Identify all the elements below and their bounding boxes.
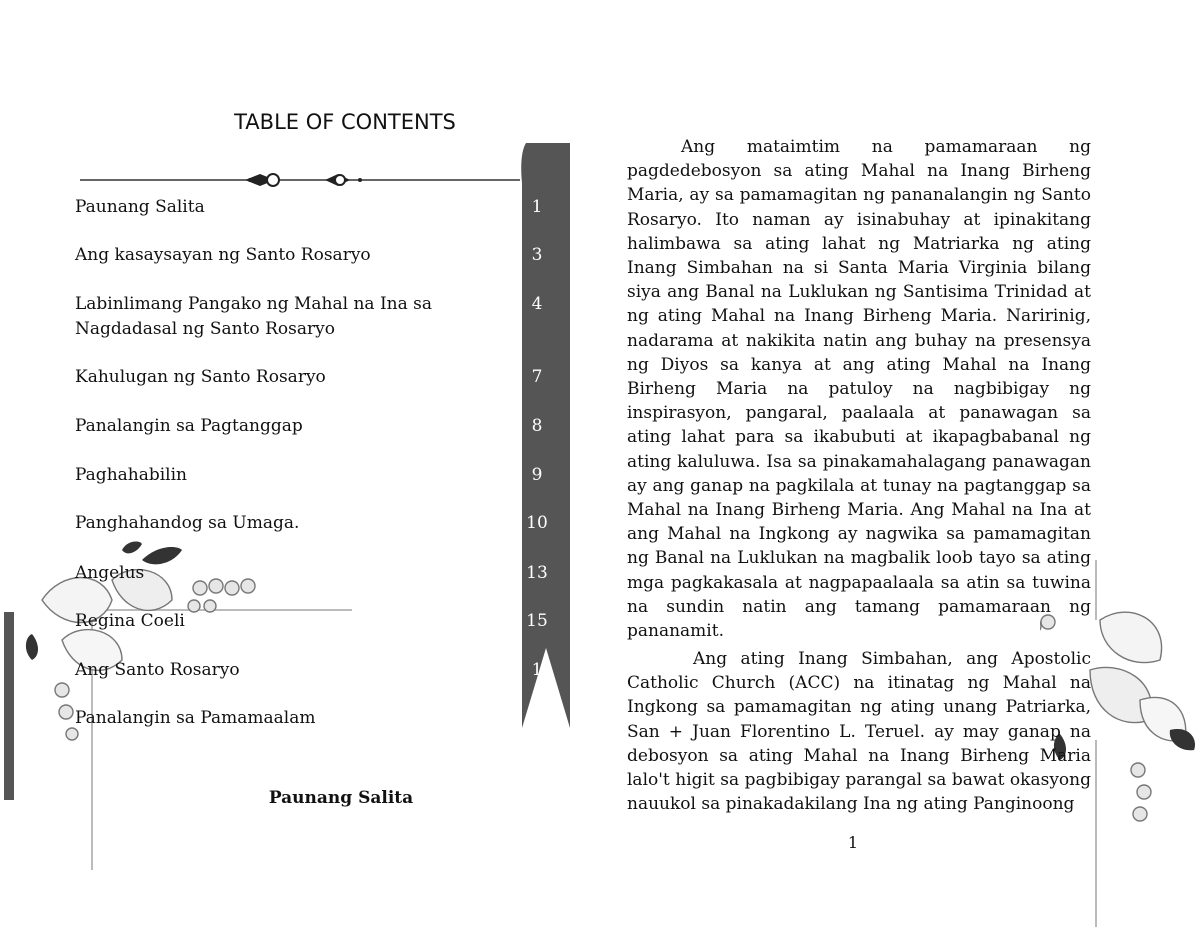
- toc-entry-label[interactable]: Panalangin sa Pagtanggap: [75, 416, 303, 436]
- toc-entry-label[interactable]: Ang Santo Rosaryo: [75, 660, 240, 680]
- toc-entry-page: 4: [531, 294, 543, 314]
- toc-entry-page: 8: [531, 416, 543, 436]
- section-heading: Paunang Salita: [268, 788, 414, 808]
- toc-entry-label[interactable]: Ang kasaysayan ng Santo Rosaryo: [75, 245, 371, 265]
- toc-entry-page: 3: [531, 245, 543, 265]
- toc-entry-label[interactable]: Panghahandog sa Umaga.: [75, 513, 300, 533]
- toc-entry-page: 15: [526, 611, 548, 631]
- toc-entry-label[interactable]: Panalangin sa Pamamaalam: [75, 708, 316, 728]
- body-paragraph: Ang mataimtim na pamamaraan ng pagdedebosyon sa ating Mahal na Inang Birheng Maria, ay sa pamamagitan ng pananalangin ng Santo Rosaryo. Ito naman ay isinabuhay at ipinakitang halimbawa sa ating lahat ng Matriarka ng ating Inang Simbahan na si Santa Maria Virginia bilang siya ang Banal na Luklukan ng Santisima Trinidad at ng ating Mahal na Inang Birheng Maria. Naririnig, nadarama at nakikita natin ang buhay na presensya ng Diyos sa kanya at ang ating Mahal na Inang Birheng Maria na patuloy na nagbibigay ng inspirasyon, pangaral, paalaala at panawagan sa ating lahat para sa ikabubuti at ikapagbabanal ng ating kaluluwa. Isa sa pinakamahalagang panawagan ay ang ganap na pagkilala at tunay na pagtanggap sa Mahal na Inang Birheng Maria. Ang Mahal na Ina at ang Mahal na Ingkong ay nagwika sa pamamagitan ng Banal na Luklukan na magbalik loob tayo sa ating mga pagkakasala at nagpapaalaala sa atin sa tuwina na sundin natin ang tamang pamamaraan ng pananamit.: [627, 137, 1091, 642]
- toc-divider-flourish: [80, 168, 520, 192]
- toc-entry-label[interactable]: Paghahabilin: [75, 465, 188, 485]
- page-number: 1: [847, 833, 859, 852]
- toc-entry-page: 13: [526, 563, 548, 583]
- toc-entry-label[interactable]: Kahulugan ng Santo Rosaryo: [75, 367, 326, 387]
- toc-entry-page: 9: [531, 465, 543, 485]
- toc-entry-page: 1: [531, 660, 543, 680]
- floral-corner-left-decoration: [22, 540, 362, 870]
- toc-entry-page: 7: [531, 367, 543, 387]
- toc-title: TABLE OF CONTENTS: [234, 110, 456, 134]
- left-edge-bar: [4, 612, 14, 800]
- body-paragraph: Ang ating Inang Simbahan, ang Apostolic Catholic Church (ACC) na itinatag ng Mahal na Ingkong sa pamamagitan ng ating unang Patriarka, San + Juan Florentino L. Teruel. ay may ganap na debosyon sa ating Mahal na Inang Birheng Maria lalo't higit sa pagbibigay parangal sa bawat okasyong nauukol sa pinakadakilang Ina ng ating Panginoong: [627, 649, 1091, 815]
- toc-entry-page: 1: [531, 197, 543, 217]
- toc-entry-label[interactable]: Labinlimang Pangako ng Mahal na Ina sa Nagdadasal ng Santo Rosaryo: [75, 294, 433, 339]
- toc-entry-label[interactable]: Angelus: [75, 563, 145, 583]
- toc-entry-label[interactable]: Paunang Salita: [75, 197, 205, 217]
- toc-entry-page: 10: [526, 513, 548, 533]
- toc-entry-label[interactable]: Regina Coeli: [75, 611, 185, 631]
